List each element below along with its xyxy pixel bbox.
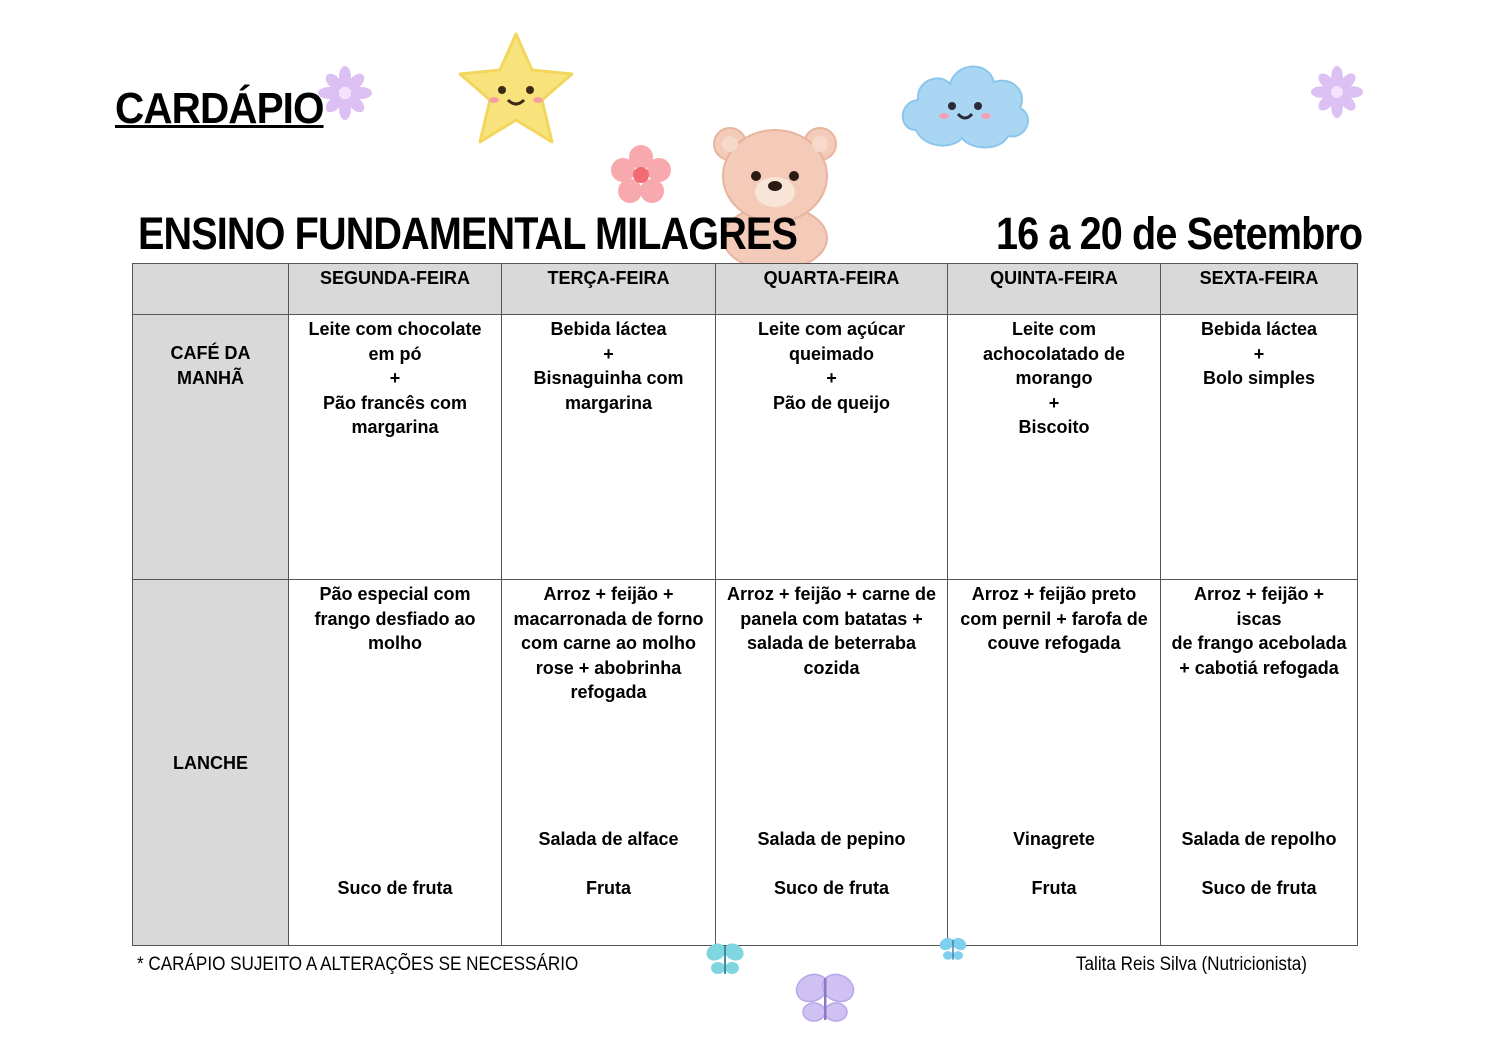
cloud-icon [896, 50, 1034, 152]
snack-main: Arroz + feijão preto com pernil + farofa de couve refogada [960, 584, 1148, 653]
flower-icon [609, 143, 673, 207]
breakfast-cell: Bebida láctea + Bisnaguinha com margarina [502, 315, 716, 580]
snack-main: Pão especial com frango desfiado ao molho [314, 584, 476, 653]
snack-cell [289, 580, 502, 946]
breakfast-cell: Leite com açúcar queimado + Pão de queijo [716, 315, 948, 580]
breakfast-cell: Leite com chocolate em pó + Pão francês com margarina [289, 315, 502, 580]
snack-main: Arroz + feijão + macarronada de forno com carne ao molho rose + abobrinha refogada [513, 584, 704, 702]
snack-cell [1161, 580, 1358, 946]
snack-salad: Salada de pepino [757, 829, 906, 849]
day-header: TERÇA-FEIRA [502, 264, 716, 315]
table-corner-cell [133, 264, 289, 315]
snack-cell [948, 580, 1161, 946]
disclaimer-note: * CARÁPIO SUJEITO A ALTERAÇÕES SE NECESSÁRIO [137, 954, 579, 975]
butterfly-icon [704, 938, 746, 980]
snack-main: Arroz + feijão + iscas de frango acebolada + cabotiá refogada [1171, 584, 1347, 678]
table-header-row [133, 264, 1358, 315]
snack-drink: Suco de fruta [1201, 878, 1317, 898]
menu-table [132, 263, 1358, 946]
date-range: 16 a 20 de Setembro [995, 208, 1362, 259]
nutritionist-signature: Talita Reis Silva (Nutricionista) [1076, 954, 1307, 975]
table-row [133, 315, 1358, 580]
school-name: ENSINO FUNDAMENTAL MILAGRES [138, 208, 797, 259]
snack-cell [502, 580, 716, 946]
butterfly-icon [792, 966, 858, 1030]
snack-drink: Fruta [1031, 878, 1077, 898]
day-header: QUARTA-FEIRA [716, 264, 948, 315]
table-row [133, 580, 1358, 946]
flower-icon [1311, 66, 1363, 118]
day-header: SEXTA-FEIRA [1161, 264, 1358, 315]
snack-salad: Salada de repolho [1181, 829, 1337, 849]
snack-drink: Suco de fruta [337, 878, 453, 898]
snack-cell [716, 580, 948, 946]
breakfast-row-label: CAFÉ DA MANHÃ [133, 315, 289, 580]
snack-drink: Suco de fruta [773, 878, 889, 898]
snack-main: Arroz + feijão + carne de panela com batatas + salada de beterraba cozida [726, 584, 937, 678]
breakfast-cell: Leite com achocolatado de morango + Biscoito [948, 315, 1161, 580]
snack-drink: Fruta [586, 878, 631, 898]
flower-icon [318, 66, 372, 120]
snack-row-label: LANCHE [133, 580, 289, 946]
day-header: SEGUNDA-FEIRA [289, 264, 502, 315]
star-icon [452, 26, 580, 154]
day-header: QUINTA-FEIRA [948, 264, 1161, 315]
breakfast-cell: Bebida láctea + Bolo simples [1161, 315, 1358, 580]
butterfly-icon [938, 934, 968, 964]
snack-salad: Vinagrete [1013, 829, 1095, 849]
snack-salad: Salada de alface [538, 829, 679, 849]
page-title: CARDÁPIO [115, 84, 324, 133]
